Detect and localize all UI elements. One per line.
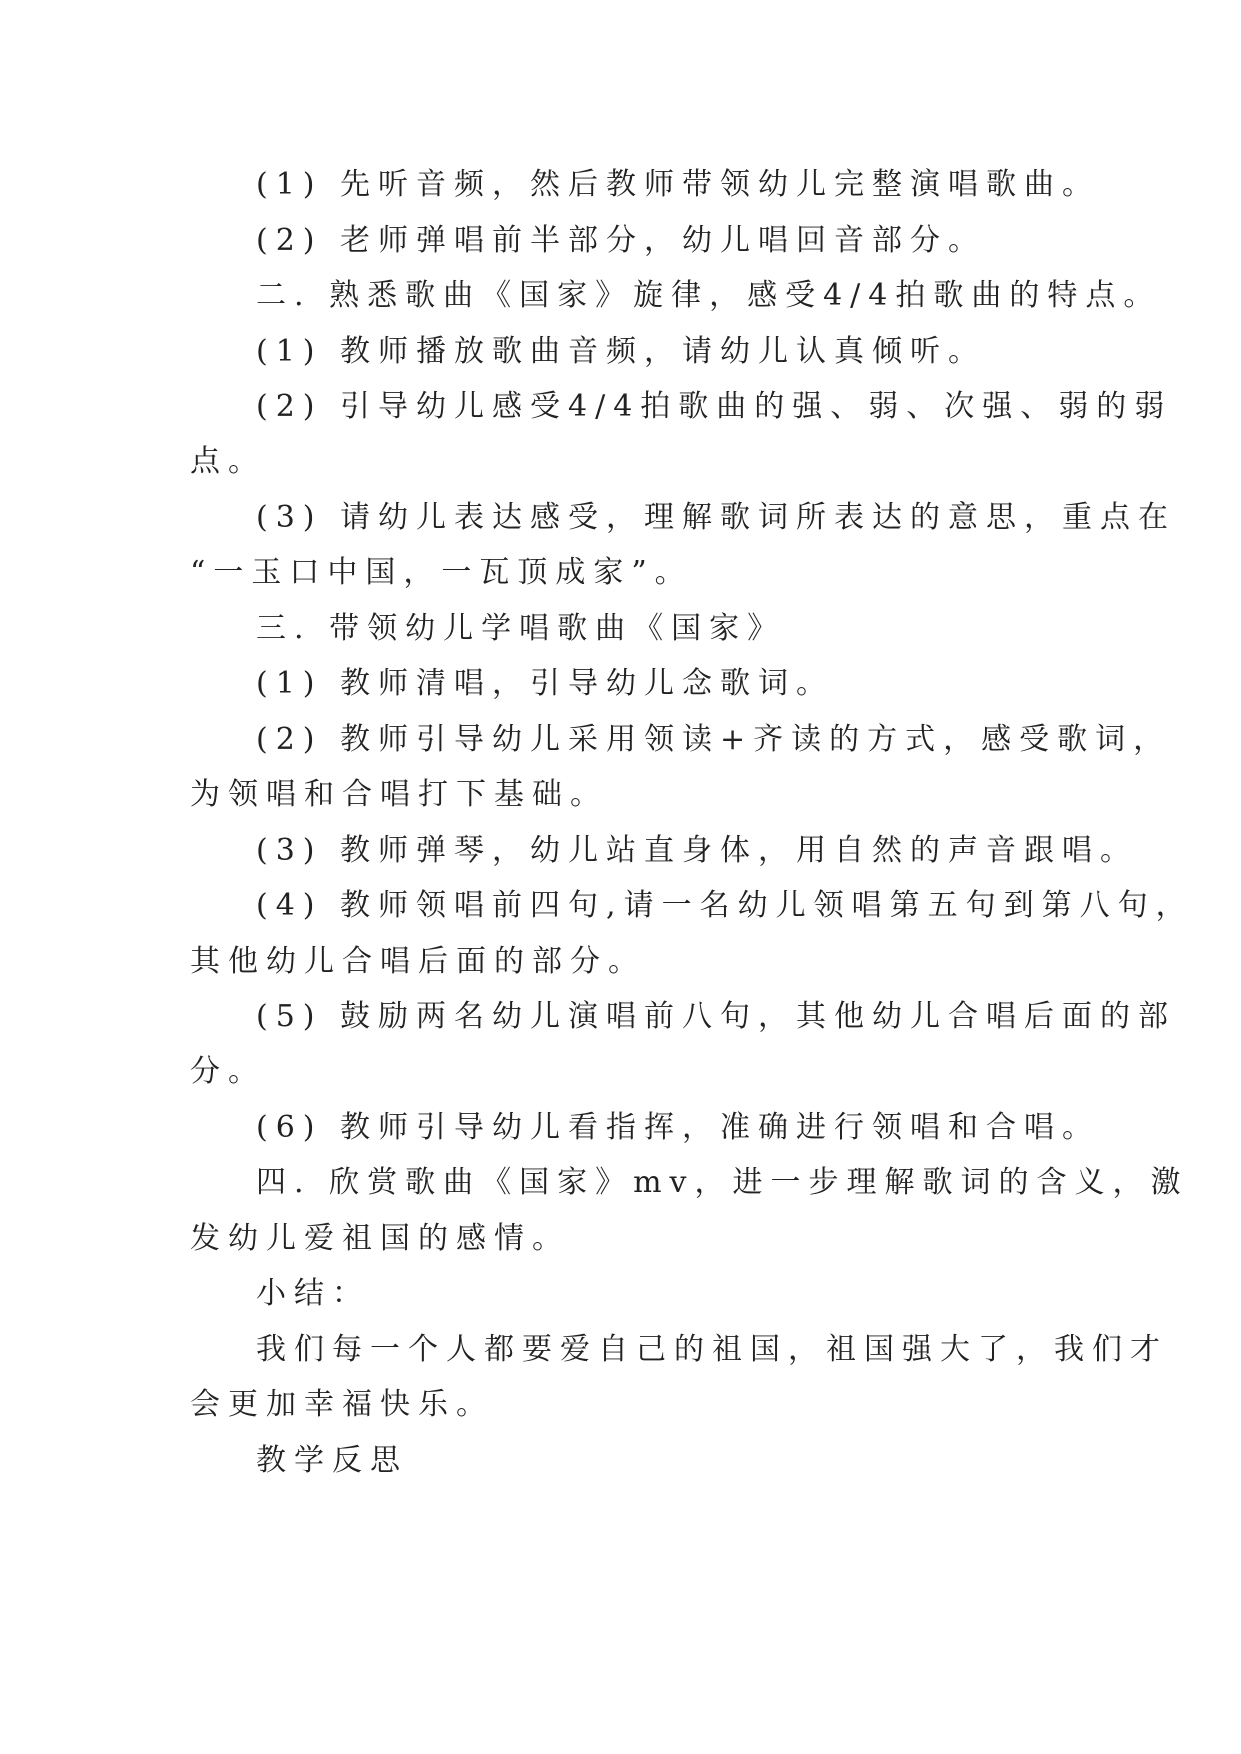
text-line: 发幼儿爱祖国的感情。 bbox=[190, 1221, 570, 1256]
text-line: (2) 老师弹唱前半部分，幼儿唱回音部分。 bbox=[256, 223, 987, 258]
text-line: “一玉口中国，一瓦顶成家”。 bbox=[190, 555, 693, 590]
text-line: (4) 教师领唱前四句,请一名幼儿领唱第五句到第八句， bbox=[256, 888, 1194, 923]
text-line: (2) 引导幼儿感受4/4拍歌曲的强、弱、次强、弱的弱 bbox=[256, 389, 1173, 424]
text-line: 其他幼儿合唱后面的部分。 bbox=[190, 944, 646, 979]
text-line: (3) 请幼儿表达感受，理解歌词所表达的意思，重点在 bbox=[256, 500, 1177, 535]
text-line: (5) 鼓励两名幼儿演唱前八句，其他幼儿合唱后面的部 bbox=[256, 999, 1177, 1034]
text-line: (2) 教师引导幼儿采用领读+齐读的方式，感受歌词， bbox=[256, 722, 1172, 757]
text-line: 点。 bbox=[190, 444, 266, 479]
text-line: 四. 欣赏歌曲《国家》mv，进一步理解歌词的含义，激 bbox=[256, 1165, 1189, 1200]
text-line: (1) 教师清唱，引导幼儿念歌词。 bbox=[256, 666, 835, 701]
text-line: (6) 教师引导幼儿看指挥，准确进行领唱和合唱。 bbox=[256, 1110, 1101, 1145]
text-line: (1) 先听音频，然后教师带领幼儿完整演唱歌曲。 bbox=[256, 167, 1101, 202]
text-line: 为领唱和合唱打下基础。 bbox=[190, 777, 608, 812]
text-line: (3) 教师弹琴，幼儿站直身体，用自然的声音跟唱。 bbox=[256, 833, 1139, 868]
text-line: 小结： bbox=[256, 1276, 370, 1311]
text-line: 二. 熟悉歌曲《国家》旋律，感受4/4拍歌曲的特点。 bbox=[256, 278, 1162, 313]
text-line: 教学反思 bbox=[256, 1443, 408, 1478]
text-line: 会更加幸福快乐。 bbox=[190, 1387, 494, 1422]
text-line: 三. 带领幼儿学唱歌曲《国家》 bbox=[256, 611, 786, 646]
text-line: 我们每一个人都要爱自己的祖国，祖国强大了，我们才 bbox=[256, 1332, 1168, 1367]
text-line: (1) 教师播放歌曲音频，请幼儿认真倾听。 bbox=[256, 334, 987, 369]
text-line: 分。 bbox=[190, 1054, 266, 1089]
